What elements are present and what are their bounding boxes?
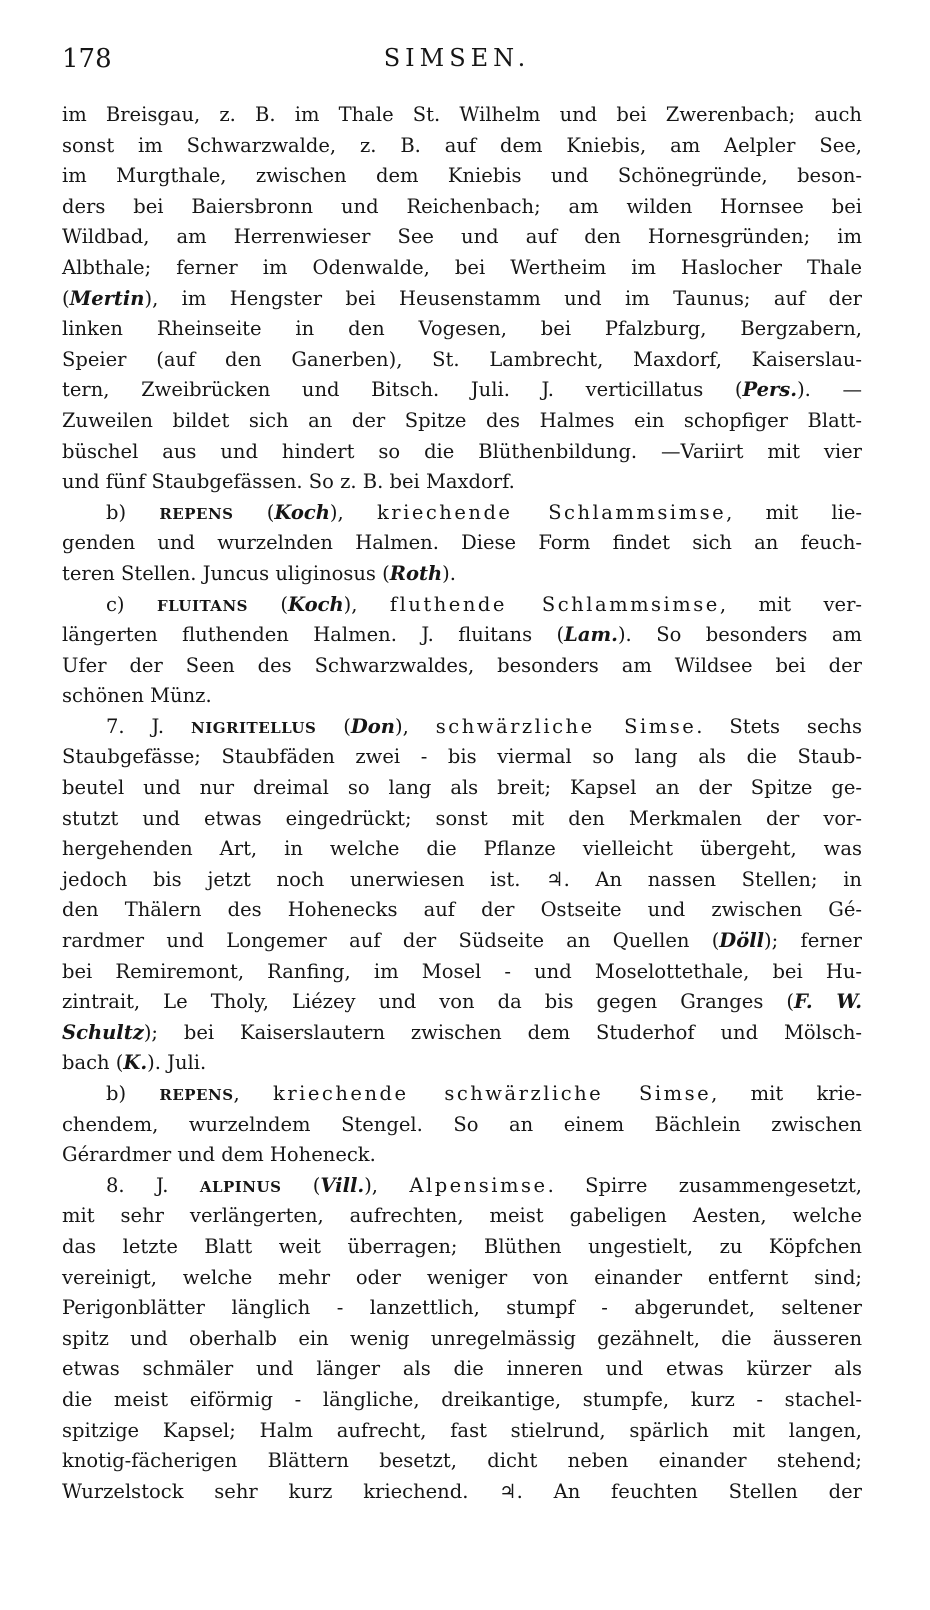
common-name: kriechende Schlammsimse <box>376 500 727 524</box>
text-run: stutzt und etwas eingedrückt; sonst mit den Merkmalen der vor- <box>62 806 862 830</box>
text-run: , mit lie- <box>726 500 862 524</box>
text-line <box>62 1110 862 1141</box>
text-line <box>62 1232 862 1263</box>
text-run: ). — <box>797 378 862 402</box>
text-run: und fünf Staubgefässen. So z. B. bei Maxdorf. <box>62 470 515 494</box>
text-run: Ufer der Seen des Schwarzwaldes, besonders am Wildsee bei der <box>62 653 862 677</box>
text-run: etwas schmäler und länger als die inneren und etwas kürzer als <box>62 1357 862 1381</box>
taxon-name: REPENS <box>159 1086 234 1104</box>
text-run: längerten fluthenden Halmen. J. fluitans ( <box>62 623 565 647</box>
text-run: das letzte Blatt weit überragen; Blüthen ungestielt, zu Köpfchen <box>62 1234 862 1258</box>
author-citation: Roth <box>389 561 443 585</box>
text-run: ), im Hengster bei Heusenstamm und im Taunus; auf der <box>144 286 862 310</box>
author-citation: Koch <box>288 592 344 616</box>
text-line <box>62 742 862 773</box>
text-line <box>62 1354 862 1385</box>
text-line <box>62 498 862 529</box>
text-run: ); ferner <box>764 929 862 953</box>
text-line <box>62 926 862 957</box>
text-run: ), <box>329 500 377 524</box>
author-citation: Vill. <box>320 1173 365 1197</box>
text-run: . Stets sechs <box>696 714 862 738</box>
text-run: beutel und nur dreimal so lang als breit; Kapsel an der Spitze ge- <box>62 776 862 800</box>
text-run: b) <box>106 1082 160 1105</box>
text-run: ), <box>364 1173 410 1197</box>
text-run: ( <box>281 1173 321 1197</box>
text-line <box>62 437 862 468</box>
text-run: vereinigt, welche mehr oder weniger von einander entfernt sind; <box>62 1265 862 1289</box>
text-run: hergehenden Art, in welche die Pflanze vielleicht übergeht, was <box>62 837 862 861</box>
text-line <box>62 1385 862 1416</box>
text-line <box>62 895 862 926</box>
text-run: tern, Zweibrücken und Bitsch. Juli. J. verticillatus ( <box>62 378 743 402</box>
text-run: Wurzelstock sehr kurz kriechend. ♃. An feuchten Stellen der <box>62 1479 862 1503</box>
text-line <box>62 712 862 743</box>
text-run: Albthale; ferner im Odenwalde, bei Wertheim im Haslocher Thale <box>62 255 862 279</box>
text-line <box>62 1477 862 1508</box>
author-citation: Döll <box>719 929 765 953</box>
text-line <box>62 1416 862 1447</box>
text-line <box>62 590 862 621</box>
text-run: ). Juli. <box>147 1051 207 1075</box>
text-run: 7. J. <box>106 714 192 738</box>
text-run: ( <box>62 286 70 310</box>
text-line <box>62 620 862 651</box>
running-head: SIMSEN. <box>383 44 531 72</box>
text-run: b) <box>106 500 160 524</box>
text-line <box>62 865 862 896</box>
text-line <box>62 1171 862 1202</box>
page-number: 178 <box>62 44 112 74</box>
text-line <box>62 1263 862 1294</box>
text-run: ). So besonders am <box>617 623 862 647</box>
page-header <box>62 44 852 84</box>
text-line <box>62 161 862 192</box>
text-line <box>62 375 862 406</box>
text-run: linken Rheinseite in den Vogesen, bei Pfalzburg, Bergzabern, <box>62 317 862 341</box>
text-run: bach ( <box>62 1051 124 1075</box>
text-run: , mit krie- <box>711 1082 862 1105</box>
text-line <box>62 345 862 376</box>
text-run: mit sehr verlängerten, aufrechten, meist gabeligen Aesten, welche <box>62 1204 862 1228</box>
text-line <box>62 773 862 804</box>
common-name: Alpensimse <box>409 1173 548 1197</box>
text-line <box>62 681 862 712</box>
text-line <box>62 1018 862 1049</box>
text-run: ), <box>395 714 436 738</box>
text-run: ( <box>316 714 351 738</box>
text-run: knotig-fächerigen Blättern besetzt, dicht neben einander stehend; <box>62 1449 862 1473</box>
text-run: Gérardmer und dem Hoheneck. <box>62 1143 376 1167</box>
text-line <box>62 406 862 437</box>
text-run: ), <box>343 592 390 616</box>
text-line <box>62 1201 862 1232</box>
text-line <box>62 100 862 131</box>
common-name: schwärzliche Simse <box>435 714 697 738</box>
text-run: ( <box>247 592 289 616</box>
text-run: zintrait, Le Tholy, Liézey und von da bis gegen Granges ( <box>62 990 795 1014</box>
text-run: im Murgthale, zwischen dem Kniebis und Schönegründe, beson- <box>62 164 862 188</box>
text-line <box>62 1079 862 1110</box>
author-citation: K. <box>123 1051 148 1075</box>
text-run: Zuweilen bildet sich an der Spitze des Halmes ein schopfiger Blatt- <box>62 408 862 432</box>
author-citation: Lam. <box>564 623 618 647</box>
text-run: , <box>233 1082 274 1105</box>
text-line <box>62 1140 862 1171</box>
text-run: . Spirre zusammengesetzt, <box>547 1173 862 1197</box>
text-line <box>62 651 862 682</box>
text-line <box>62 804 862 835</box>
text-run: im Breisgau, z. B. im Thale St. Wilhelm und bei Zwerenbach; auch <box>62 103 862 126</box>
text-run: spitz und oberhalb ein wenig unregelmässig gezähnelt, die äusseren <box>62 1326 862 1350</box>
text-line <box>62 467 862 498</box>
author-citation: Koch <box>274 500 330 524</box>
text-run: spitzige Kapsel; Halm aufrecht, fast stielrund, spärlich mit langen, <box>62 1418 862 1442</box>
text-line <box>62 253 862 284</box>
text-run: schönen Münz. <box>62 684 212 708</box>
text-run: Staubgefässe; Staubfäden zwei - bis viermal so lang als die Staub- <box>62 745 862 769</box>
text-run: ). <box>442 561 456 585</box>
text-line <box>62 314 862 345</box>
text-run: den Thälern des Hohenecks auf der Ostseite und zwischen Gé- <box>62 898 862 922</box>
text-run: ( <box>233 500 275 524</box>
text-line <box>62 192 862 223</box>
text-line <box>62 834 862 865</box>
text-run: büschel aus und hindert so die Blüthenbildung. —Variirt mit vier <box>62 439 862 463</box>
text-run: jedoch bis jetzt noch unerwiesen ist. ♃. An nassen Stellen; in <box>62 867 862 891</box>
common-name: fluthende Schlammsimse <box>389 592 720 616</box>
text-line <box>62 1324 862 1355</box>
text-run: Perigonblätter länglich - lanzettlich, stumpf - abgerundet, seltener <box>62 1296 862 1320</box>
text-line <box>62 528 862 559</box>
author-citation: Pers. <box>742 378 798 402</box>
author-citation: Schultz <box>62 1020 144 1044</box>
text-line <box>62 131 862 162</box>
author-citation: Don <box>350 714 395 738</box>
text-run: rardmer und Longemer auf der Südseite an Quellen ( <box>62 929 720 953</box>
author-citation: F. W. <box>794 990 862 1014</box>
text-run: 8. J. <box>106 1173 200 1197</box>
text-run: , mit ver- <box>719 592 862 616</box>
text-line <box>62 1048 862 1079</box>
common-name: kriechende schwärzliche Simse <box>273 1082 712 1105</box>
taxon-name: REPENS <box>159 504 234 523</box>
text-run: c) <box>106 592 157 616</box>
text-line <box>62 957 862 988</box>
text-run: teren Stellen. Juncus uliginosus ( <box>62 561 390 585</box>
text-run: die meist eiförmig - längliche, dreikantige, stumpfe, kurz - stachel- <box>62 1387 862 1411</box>
text-line <box>62 1293 862 1324</box>
taxon-name: FLUITANS <box>156 596 248 615</box>
author-citation: Mertin <box>69 286 145 310</box>
text-line <box>62 559 862 590</box>
text-line <box>62 1446 862 1477</box>
text-run: ); bei Kaiserslautern zwischen dem Studerhof und Mölsch- <box>143 1020 862 1044</box>
text-line <box>62 222 862 253</box>
text-run: bei Remiremont, Ranfing, im Mosel - und Moselottethale, bei Hu- <box>62 959 862 983</box>
text-run: genden und wurzelnden Halmen. Diese Form findet sich an feuch- <box>62 531 862 555</box>
text-run: sonst im Schwarzwalde, z. B. auf dem Kniebis, am Aelpler See, <box>62 133 862 157</box>
body-text <box>62 100 862 1507</box>
text-line <box>62 284 862 315</box>
taxon-name: ALPINUS <box>199 1177 282 1196</box>
text-run: Wildbad, am Herrenwieser See und auf den Hornesgründen; im <box>62 225 862 249</box>
text-run: Speier (auf den Ganerben), St. Lambrecht, Maxdorf, Kaiserslau- <box>62 347 862 371</box>
text-run: chendem, wurzelndem Stengel. So an einem Bächlein zwischen <box>62 1112 862 1136</box>
taxon-name: NIGRITELLUS <box>191 718 317 737</box>
text-line <box>62 987 862 1018</box>
text-run: ders bei Baiersbronn und Reichenbach; am wilden Hornsee bei <box>62 194 862 218</box>
